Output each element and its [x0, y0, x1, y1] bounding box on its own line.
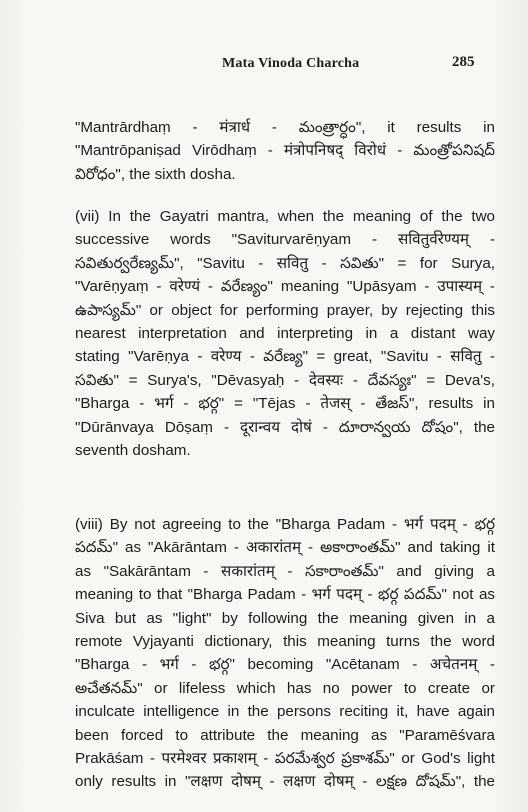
text-line: remote Vyjayanti dictionary, this meaning turns the word — [75, 633, 495, 651]
text-line: as "Sakārāntam - सकारांतम् - సకారాంతమ్" and giving a — [75, 562, 495, 580]
text-line: సవితుర్వరేణ్యమ్", "Savitu - सवितु - సవితు" = for Surya, — [75, 254, 495, 272]
text-line: "Bharga - भर्ग - భర్గ" becoming "Acētanam - अचेतनम् - — [75, 656, 495, 674]
text-line: అచేతనమ్" or lifeless which has no power to create or — [75, 679, 495, 697]
text-line: only results in "लक्षण दोषम् - लक्षण दोषम् - లక్షణ దోషమ్", the — [75, 773, 495, 791]
text-line: meaning to that "Bharga Padam - भर्ग पदम् - భర్గ పదమ్" not as — [75, 586, 495, 604]
text-line: (viii) By not agreeing to the "Bharga Padam - भर्ग पदम् - భర్గ — [75, 516, 495, 533]
text-line: inculcate intelligence in the persons reciting it, have again — [75, 703, 495, 721]
text-line: stating "Varēṇya - वरेण्य - వరేణ్య" = great, "Savitu - सवितु - — [75, 348, 495, 366]
page-number: 285 — [452, 54, 475, 70]
text-line: seventh dosham. — [75, 442, 191, 460]
text-line: (vii) In the Gayatri mantra, when the meaning of the two — [75, 208, 495, 225]
text-line: Prakāśam - परमेश्वर प्रकाशम् - పరమేశ్వర ప్రకాశమ్" or God's light — [75, 750, 495, 768]
text-line: been forced to attribute the meaning as "Paramēśvara — [75, 726, 495, 744]
text-line: successive words "Saviturvarēṇyam - सवितुर्वरेण्यम् - — [75, 231, 495, 249]
text-line: విరోధం", the sixth dosha. — [75, 165, 236, 183]
paragraph-sixth-dosha — [75, 116, 495, 186]
text-line: పదమ్" as "Akārāntam - अकारांतम् - అకారాంతమ్" and taking it — [75, 539, 495, 557]
running-header-title: Mata Vinoda Charcha — [222, 56, 360, 71]
text-line: nearest interpretation and interpreting in a distant way — [75, 325, 495, 343]
text-line: "Varēṇyaṃ - वरेण्यं - వరేణ్యం" meaning "Upāsyam - उपास्यम् - — [75, 278, 495, 296]
text-line: "Mantrōpaniṣad Virōdhaṃ - मंत्रोपनिषद् विरोधं - మంత్రోపనిషద్ — [75, 142, 495, 160]
text-line: "Dūrānvaya Dōṣaṃ - दूरान्वय दोषं - దూరాన్వయ దోషం", the — [75, 418, 495, 436]
text-line: Siva but as "light" by following the meaning given in a — [75, 609, 495, 627]
text-line: ఉపాస్యమ్" or object for performing prayer, by rejecting this — [75, 301, 495, 319]
text-line: "Bharga - भर्ग - భర్గ" = "Tējas - तेजस् - తేజస్", results in — [75, 395, 495, 413]
text-line: "Mantrārdhaṃ - मंत्रार्ध - మంత్రార్ధం", it results in — [75, 119, 495, 136]
paragraph-vii-gayatri — [75, 205, 495, 462]
paragraph-viii-bharga — [75, 513, 495, 794]
text-line: సవితు" = Surya's, "Dēvasyaḥ - देवस्यः - దేవస్యః" = Deva's, — [75, 371, 495, 389]
